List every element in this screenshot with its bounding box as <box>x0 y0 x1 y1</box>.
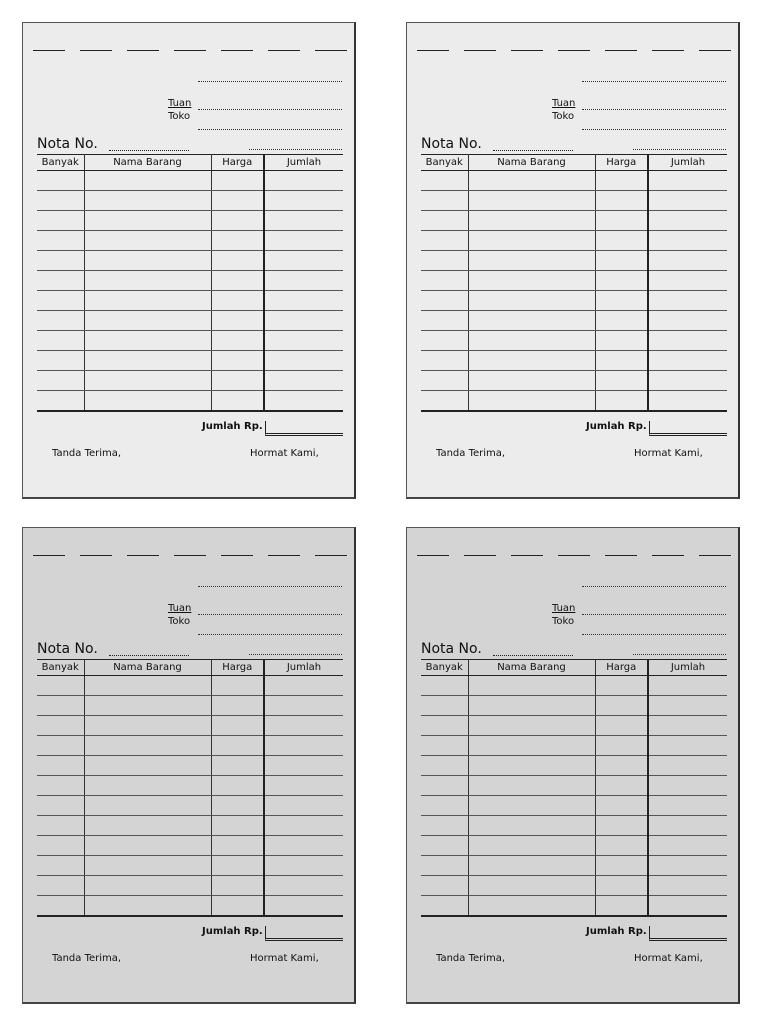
table-row <box>421 736 727 756</box>
jumlah-total-field <box>649 421 727 436</box>
table-row <box>37 291 343 311</box>
col-header-banyak: Banyak <box>37 155 84 171</box>
table-row <box>421 896 727 917</box>
nota-form-1 <box>22 22 356 499</box>
header-dash-line <box>417 555 730 557</box>
jumlah-rp-label: Jumlah Rp. <box>202 421 263 432</box>
table-row <box>421 351 727 371</box>
table-row <box>37 171 343 191</box>
date-line <box>249 149 342 150</box>
date-line <box>249 654 342 655</box>
table-row <box>37 876 343 896</box>
items-table <box>37 154 343 412</box>
tuan-label: Tuan <box>168 98 192 109</box>
table-row <box>37 756 343 776</box>
tuan-line <box>198 614 342 615</box>
nota-form-3 <box>22 527 356 1004</box>
jumlah-rp-label: Jumlah Rp. <box>586 926 647 937</box>
header-dash-line <box>33 50 346 52</box>
hormat-kami-label: Hormat Kami, <box>634 953 703 964</box>
toko-line <box>198 129 342 130</box>
toko-line <box>582 634 726 635</box>
col-header-harga: Harga <box>595 660 648 676</box>
tuan-line <box>582 614 726 615</box>
table-row <box>37 251 343 271</box>
hormat-kami-label: Hormat Kami, <box>250 953 319 964</box>
nota-number-line <box>493 655 573 656</box>
nota-number-line <box>109 150 189 151</box>
table-row <box>421 876 727 896</box>
table-row <box>37 696 343 716</box>
table-row <box>421 676 727 696</box>
table-row <box>37 191 343 211</box>
items-table <box>37 659 343 917</box>
table-row <box>421 836 727 856</box>
tuan-label: Tuan <box>168 603 192 614</box>
date-line <box>633 149 726 150</box>
col-header-nama-barang: Nama Barang <box>468 155 595 171</box>
nota-number-label: Nota No. <box>37 136 98 152</box>
nota-number-label: Nota No. <box>37 641 98 657</box>
jumlah-rp-label: Jumlah Rp. <box>586 421 647 432</box>
table-row <box>37 676 343 696</box>
table-row <box>37 371 343 391</box>
jumlah-total-field <box>649 926 727 941</box>
hormat-kami-label: Hormat Kami, <box>250 448 319 459</box>
nota-number-label: Nota No. <box>421 641 482 657</box>
col-header-jumlah: Jumlah <box>648 155 727 171</box>
address-line <box>582 586 726 587</box>
address-line <box>198 81 342 82</box>
table-row <box>37 716 343 736</box>
col-header-banyak: Banyak <box>421 155 468 171</box>
table-row <box>37 736 343 756</box>
tuan-label: Tuan <box>552 98 576 109</box>
nota-number-label: Nota No. <box>421 136 482 152</box>
toko-label: Toko <box>168 111 191 122</box>
table-row <box>37 836 343 856</box>
toko-line <box>582 129 726 130</box>
toko-label: Toko <box>168 616 191 627</box>
tuan-label: Tuan <box>552 603 576 614</box>
tanda-terima-label: Tanda Terima, <box>436 953 506 964</box>
address-line <box>582 81 726 82</box>
table-row <box>421 796 727 816</box>
toko-label: Toko <box>552 616 575 627</box>
col-header-harga: Harga <box>211 155 264 171</box>
table-row <box>421 171 727 191</box>
tuan-line <box>198 109 342 110</box>
header-dash-line <box>417 50 730 52</box>
items-table <box>421 659 727 917</box>
table-row <box>37 351 343 371</box>
col-header-banyak: Banyak <box>421 660 468 676</box>
items-table <box>421 154 727 412</box>
col-header-harga: Harga <box>211 660 264 676</box>
jumlah-total-field <box>265 421 343 436</box>
col-header-nama-barang: Nama Barang <box>468 660 595 676</box>
toko-label: Toko <box>552 111 575 122</box>
table-row <box>421 816 727 836</box>
table-row <box>421 331 727 351</box>
nota-number-line <box>109 655 189 656</box>
table-row <box>421 776 727 796</box>
col-header-banyak: Banyak <box>37 660 84 676</box>
table-row <box>421 251 727 271</box>
col-header-nama-barang: Nama Barang <box>84 660 211 676</box>
col-header-harga: Harga <box>595 155 648 171</box>
tanda-terima-label: Tanda Terima, <box>52 448 122 459</box>
table-row <box>421 291 727 311</box>
table-row <box>421 391 727 412</box>
jumlah-rp-label: Jumlah Rp. <box>202 926 263 937</box>
nota-form-4 <box>406 527 740 1004</box>
table-row <box>37 231 343 251</box>
table-row <box>37 331 343 351</box>
toko-line <box>198 634 342 635</box>
col-header-jumlah: Jumlah <box>264 155 343 171</box>
col-header-jumlah: Jumlah <box>648 660 727 676</box>
table-row <box>37 391 343 412</box>
tanda-terima-label: Tanda Terima, <box>436 448 506 459</box>
table-row <box>421 756 727 776</box>
table-row <box>421 716 727 736</box>
table-row <box>421 311 727 331</box>
hormat-kami-label: Hormat Kami, <box>634 448 703 459</box>
table-row <box>37 211 343 231</box>
nota-form-2 <box>406 22 740 499</box>
table-row <box>421 231 727 251</box>
nota-number-line <box>493 150 573 151</box>
table-row <box>421 191 727 211</box>
header-dash-line <box>33 555 346 557</box>
tuan-line <box>582 109 726 110</box>
table-row <box>37 796 343 816</box>
table-row <box>421 271 727 291</box>
table-row <box>37 271 343 291</box>
date-line <box>633 654 726 655</box>
table-row <box>37 816 343 836</box>
col-header-jumlah: Jumlah <box>264 660 343 676</box>
table-row <box>421 211 727 231</box>
table-row <box>37 776 343 796</box>
tanda-terima-label: Tanda Terima, <box>52 953 122 964</box>
col-header-nama-barang: Nama Barang <box>84 155 211 171</box>
address-line <box>198 586 342 587</box>
table-row <box>421 371 727 391</box>
table-row <box>37 856 343 876</box>
table-row <box>421 696 727 716</box>
table-row <box>421 856 727 876</box>
table-row <box>37 896 343 917</box>
table-row <box>37 311 343 331</box>
jumlah-total-field <box>265 926 343 941</box>
